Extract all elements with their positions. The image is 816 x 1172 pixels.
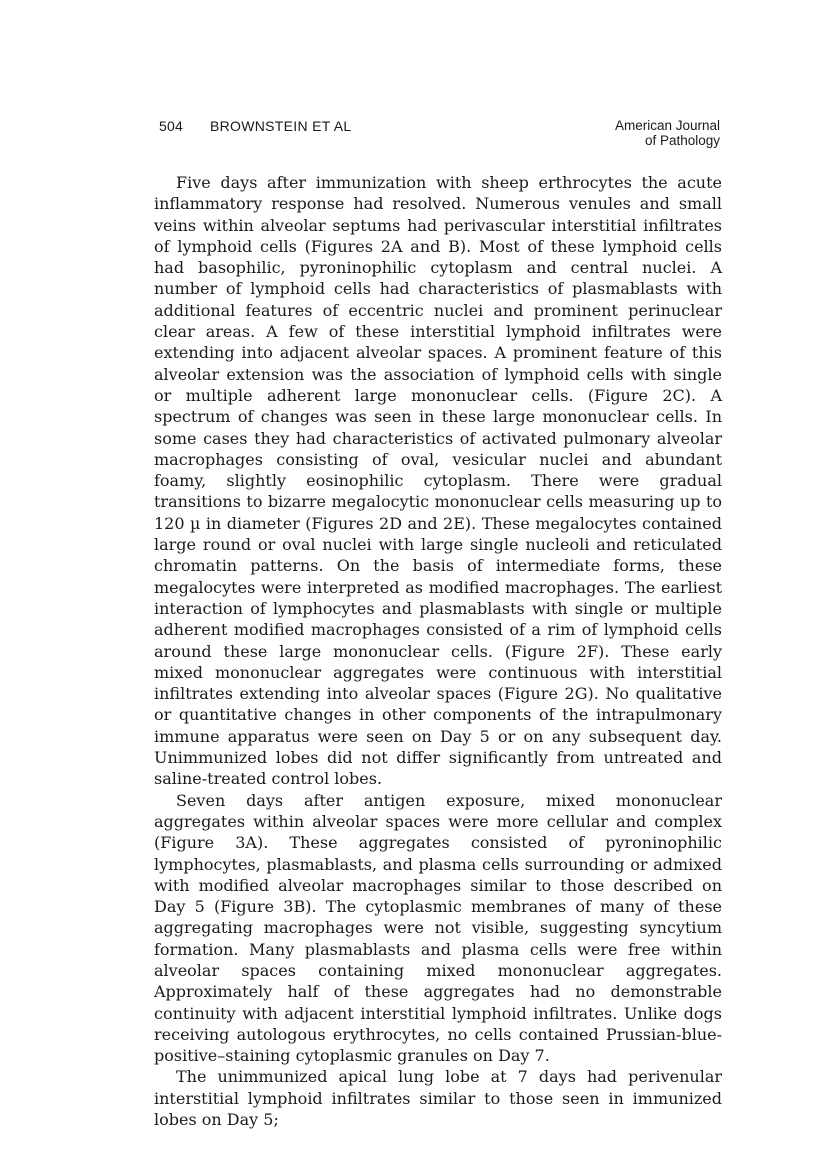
page-header [0,118,816,154]
paragraph-unimmunized-lobe: The unimmunized apical lung lobe at 7 days had perivenular interstitial lymphoid infiltrates similar to those seen in immunized lobes on Day 5; [154,1067,722,1130]
paragraph-day-5-findings: Five days after immunization with sheep erthrocytes the acute inflammatory response had resolved. Numerous venules and small veins within alveolar septums had perivascular interstitial infiltrates of lymphoid cells (Figures 2A and B). Most of these lymphoid cells had basophilic, pyroninophilic cytoplasm and central nuclei. A number of lymphoid cells had characteristics of plasmablasts with additional features of eccentric nuclei and prominent perinuclear clear areas. A few of these interstitial lymphoid infiltrates were extending into adjacent alveolar spaces. A prominent feature of this alveolar extension was the association of lymphoid cells with single or multiple adherent large mononuclear cells. (Figure 2C). A spectrum of changes was seen in these large mononuclear cells. In some cases they had characteristics of activated pulmonary alveolar macrophages consisting of oval, vesicular nuclei and abundant foamy, slightly eosinophilic cytoplasm. There were gradual transitions to bizarre megalocytic mononuclear cells measuring up to 120 µ in diameter (Figures 2D and 2E). These megalocytes contained large round or oval nuclei with large single nucleoli and reticulated chromatin patterns. On the basis of intermediate forms, these megalocytes were interpreted as modified macrophages. The earliest interaction of lymphocytes and plasmablasts with single or multiple adherent modified macrophages consisted of a rim of lymphoid cells around these large mononuclear cells. (Figure 2F). These early mixed mononuclear aggregates were continuous with interstitial infiltrates extending into alveolar spaces (Figure 2G). No qualitative or quantitative changes in other components of the intrapulmonary immune apparatus were seen on Day 5 or on any subsequent day. Unimmunized lobes did not differ significantly from untreated and saline-treated control lobes. [154,173,722,789]
journal-name [615,118,720,148]
journal-name-line-2: of Pathology [644,133,720,148]
journal-name-line-1: American Journal [614,118,720,133]
paragraph-day-7-findings: Seven days after antigen exposure, mixed mononuclear aggregates within alveolar spaces were more cellular and complex (Figure 3A). These aggregates consisted of pyroninophilic lymphocytes, plasmablasts, and plasma cells surrounding or admixed with modified alveolar macrophages similar to those described on Day 5 (Figure 3B). The cytoplasmic membranes of many of these aggregating macrophages were not visible, suggesting syncytium formation. Many plasmablasts and plasma cells were free within alveolar spaces containing mixed mononuclear aggregates. Approximately half of these aggregates had no demonstrable continuity with adjacent interstitial lymphoid infiltrates. Unlike dogs receiving autologous erythrocytes, no cells contained Prussian-blue-positive–staining cytoplasmic granules on Day 7. [154,790,722,1066]
running-head-authors: BROWNSTEIN ET AL [210,118,352,134]
article-body [154,172,722,1130]
page-number: 504 [159,118,183,134]
